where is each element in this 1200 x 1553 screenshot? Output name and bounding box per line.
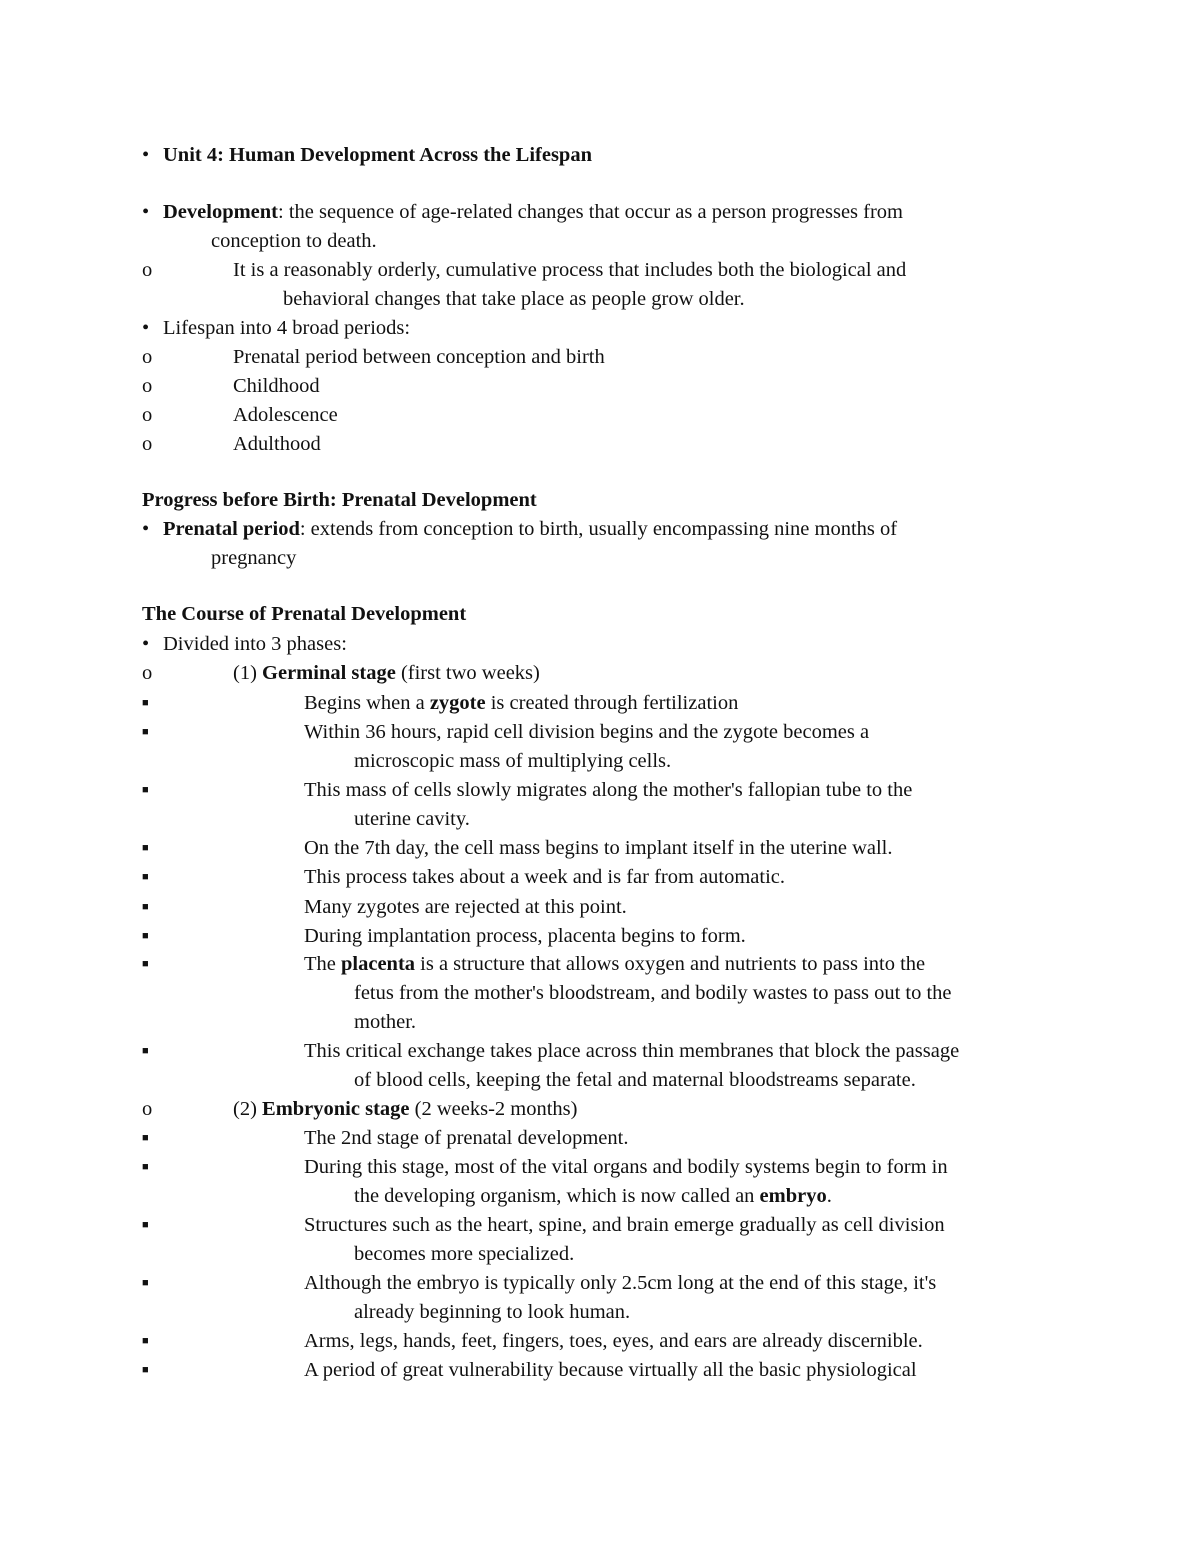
bullet-circle	[142, 401, 152, 430]
bullet-circle	[142, 659, 152, 688]
prenatal-period-definition: Prenatal period: extends from conception to birth, usually encompassing nine months of	[163, 518, 898, 540]
bullet-square	[142, 863, 149, 895]
germinal-point: This process takes about a week and is far from automatic.	[304, 866, 786, 888]
germinal-point-cont: of blood cells, keeping the fetal and maternal bloodstreams separate.	[354, 1069, 916, 1091]
germinal-point-cont: uterine cavity.	[354, 808, 470, 830]
germinal-point: Begins when a zygote is created through fertilization	[304, 692, 739, 714]
bullet-square	[142, 718, 149, 750]
embryonic-point: The 2nd stage of prenatal development.	[304, 1127, 629, 1149]
section-heading: Progress before Birth: Prenatal Development	[142, 489, 537, 511]
embryonic-point: Arms, legs, hands, feet, fingers, toes, eyes, and ears are already discernible.	[304, 1330, 923, 1352]
germinal-point-cont: mother.	[354, 1011, 417, 1033]
bullet-square	[142, 1356, 149, 1388]
development-definition: Development: the sequence of age-related changes that occur as a person progresses from	[163, 201, 903, 223]
bullet-circle	[142, 343, 152, 372]
germinal-point-cont: fetus from the mother's bloodstream, and bodily wastes to pass out to the	[354, 982, 952, 1004]
bullet-square	[142, 1124, 149, 1156]
bullet-square	[142, 1269, 149, 1301]
bullet	[142, 515, 149, 544]
orderly-process: It is a reasonably orderly, cumulative process that includes both the biological and	[233, 259, 907, 281]
period-item: Adolescence	[233, 404, 338, 426]
bullet-square	[142, 1037, 149, 1069]
phases-intro: Divided into 3 phases:	[163, 633, 347, 655]
germinal-point: During implantation process, placenta begins to form.	[304, 925, 746, 947]
embryonic-point: A period of great vulnerability because virtually all the basic physiological	[304, 1359, 917, 1381]
unit-title: Unit 4: Human Development Across the Lifespan	[163, 144, 592, 166]
bullet-square	[142, 893, 149, 925]
bullet	[142, 198, 149, 227]
bullet-square	[142, 950, 149, 982]
germinal-point: This critical exchange takes place across thin membranes that block the passage	[304, 1040, 960, 1062]
period-item: Prenatal period between conception and birth	[233, 346, 605, 368]
bullet-circle	[142, 256, 152, 285]
bullet-circle	[142, 1095, 152, 1124]
bullet-square	[142, 1153, 149, 1185]
germinal-point: Many zygotes are rejected at this point.	[304, 896, 627, 918]
orderly-process-cont: behavioral changes that take place as people grow older.	[283, 288, 745, 310]
bullet-square	[142, 834, 149, 866]
embryonic-point: Although the embryo is typically only 2.5cm long at the end of this stage, it's	[304, 1272, 937, 1294]
embryonic-point: Structures such as the heart, spine, and brain emerge gradually as cell division	[304, 1214, 945, 1236]
embryonic-point-cont: the developing organism, which is now called an embryo.	[354, 1185, 832, 1207]
germinal-point: On the 7th day, the cell mass begins to implant itself in the uterine wall.	[304, 837, 893, 859]
period-item: Adulthood	[233, 433, 321, 455]
bullet	[142, 141, 149, 170]
germinal-stage: (1) Germinal stage (first two weeks)	[233, 662, 540, 684]
germinal-point-cont: microscopic mass of multiplying cells.	[354, 750, 672, 772]
bullet	[142, 314, 149, 343]
bullet-square	[142, 689, 149, 721]
bullet-square	[142, 1327, 149, 1359]
bullet-square	[142, 1211, 149, 1243]
development-definition-cont: conception to death.	[211, 230, 377, 252]
germinal-point: This mass of cells slowly migrates along the mother's fallopian tube to the	[304, 779, 913, 801]
embryonic-point-cont: already beginning to look human.	[354, 1301, 631, 1323]
germinal-point: The placenta is a structure that allows oxygen and nutrients to pass into the	[304, 953, 926, 975]
bullet	[142, 630, 149, 659]
prenatal-period-definition-cont: pregnancy	[211, 547, 297, 569]
bullet-circle	[142, 372, 152, 401]
embryonic-stage: (2) Embryonic stage (2 weeks-2 months)	[233, 1098, 578, 1120]
bullet-square	[142, 776, 149, 808]
bullet-circle	[142, 430, 152, 459]
lifespan-periods-intro: Lifespan into 4 broad periods:	[163, 317, 411, 339]
section-heading: The Course of Prenatal Development	[142, 603, 467, 625]
embryonic-point-cont: becomes more specialized.	[354, 1243, 575, 1265]
germinal-point: Within 36 hours, rapid cell division begins and the zygote becomes a	[304, 721, 870, 743]
period-item: Childhood	[233, 375, 320, 397]
embryonic-point: During this stage, most of the vital organs and bodily systems begin to form in	[304, 1156, 948, 1178]
